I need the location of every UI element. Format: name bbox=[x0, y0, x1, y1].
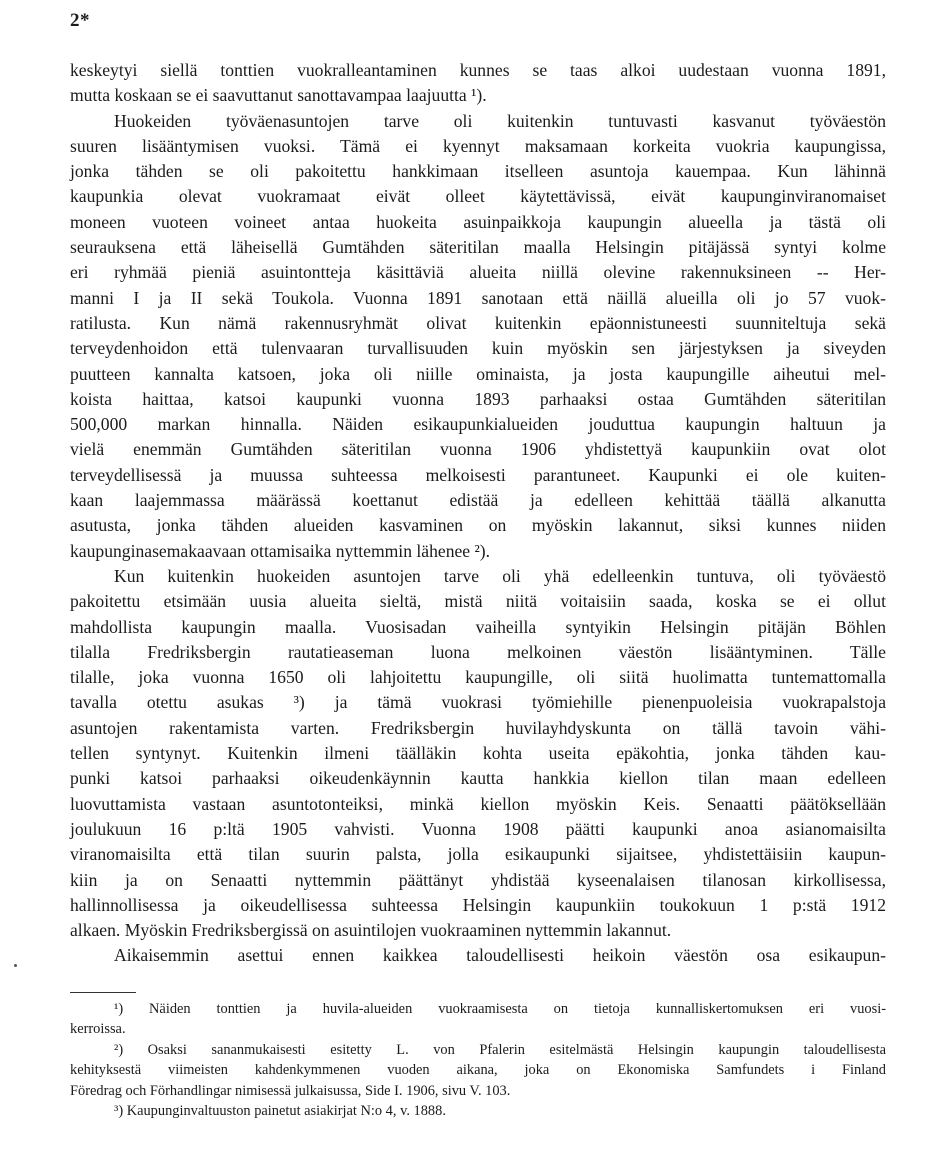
body-line: tilalle, joka vuonna 1650 oli lahjoitettu kaupungille, oli siitä huolimatta tuntemattomalla bbox=[70, 667, 886, 688]
footnote-line: ²) Osaksi sananmukaisesti esitetty L. von Pfalerin esitelmästä Helsingin kaupungin taloudellisesta bbox=[114, 1041, 886, 1058]
body-line: kaupunkia olevat vuokramaat eivät olleet käytettävissä, eivät kaupunginviranomaiset bbox=[70, 186, 886, 207]
footnote-divider bbox=[70, 992, 136, 993]
body-line: ratilusta. Kun nämä rakennusryhmät olivat kuitenkin epäonnistuneesti suunniteltuja sekä bbox=[70, 312, 886, 333]
body-line: Aikaisemmin asettui ennen kaikkea taloudellisesti heikoin väestön osa esikaupun- bbox=[114, 945, 886, 966]
page-number: 2* bbox=[70, 10, 90, 31]
body-line: jonka tähden se oli pakoitettu hankkimaan itselleen asuntoja kauempaa. Kun lähinnä bbox=[70, 161, 886, 182]
body-line: joulukuun 16 p:ltä 1905 vahvisti. Vuonna 1908 päätti kaupunki anoa asianomaisilta bbox=[70, 818, 886, 839]
body-line: alkaen. Myöskin Fredriksbergissä on asuintilojen vuokraaminen nyttemmin lakannut. bbox=[70, 920, 672, 941]
body-line: punki katsoi parhaaksi oikeudenkäynnin kautta hankkia kiellon tilan maan edelleen bbox=[70, 768, 886, 789]
body-line: puutteen kannalta katsoen, joka oli niille ominaista, ja josta kaupungille aiheutui mel- bbox=[70, 363, 886, 384]
body-line: moneen vuoteen voineet antaa huokeita asuinpaikkoja kaupungin alueella ja tästä oli bbox=[70, 211, 886, 232]
body-line: mutta koskaan se ei saavuttanut sanottavampaa laajuutta ¹). bbox=[70, 85, 487, 106]
body-line: seurauksena että läheisellä Gumtähden säteritilan maalla Helsingin pitäjässä syntyi kolme bbox=[70, 237, 886, 258]
body-line: manni I ja II sekä Toukola. Vuonna 1891 sanotaan että näillä alueilla oli jo 57 vuok- bbox=[70, 287, 886, 308]
body-line: terveydenhoidon että tulenvaaran turvallisuuden kuin myöskin sen järjestyksen ja siveyden bbox=[70, 338, 886, 359]
footnote-line: ³) Kaupunginvaltuuston painetut asiakirjat N:o 4, v. 1888. bbox=[114, 1103, 446, 1120]
body-line: kiin ja on Senaatti nyttemmin päättänyt yhdistää kyseenalaisen tilanosan kirkollisessa, bbox=[70, 869, 886, 890]
body-line: tavalla otettu asukas ³) ja tämä vuokrasi työmiehille pienenpuoleisia vuokrapalstoja bbox=[70, 692, 886, 713]
footnote-line: Föredrag och Förhandlingar nimisessä julkaisussa, Side I. 1906, sivu V. 103. bbox=[70, 1082, 511, 1099]
footnotes bbox=[70, 999, 886, 1121]
body-line: terveydellisessä ja muussa suhteessa melkoisesti parantuneet. Kaupunki ei ole kuiten- bbox=[70, 464, 886, 485]
body-line: Huokeiden työväenasuntojen tarve oli kuitenkin tuntuvasti kasvanut työväestön bbox=[114, 110, 886, 131]
footnote-line: kerroissa. bbox=[70, 1021, 126, 1038]
footnote-line: kehityksestä viimeisten kahdenkymmenen vuoden aikana, joka on Ekonomiska Samfundets i Finland bbox=[70, 1062, 886, 1079]
footnote-line: ¹) Näiden tonttien ja huvila-alueiden vuokraamisesta on tietoja kunnalliskertomuksen eri vuosi- bbox=[114, 1001, 886, 1017]
body-line: koista haittaa, katsoi kaupunki vuonna 1893 parhaaksi ostaa Gumtähden säteritilan bbox=[70, 388, 886, 409]
body-line: kaan laajemmassa määrässä koettanut edistää ja edelleen kehittää täällä alkanutta bbox=[70, 490, 886, 511]
body-line: 500,000 markan hinnalla. Näiden esikaupunkialueiden jouduttua kaupungin haltuun ja bbox=[70, 414, 886, 435]
body-line: tilalla Fredriksbergin rautatieaseman luona melkoinen väestön lisääntyminen. Tälle bbox=[70, 641, 886, 662]
body-line: vielä enemmän Gumtähden säteritilan vuonna 1906 yhdistettyä kaupunkiin ovat olot bbox=[70, 439, 886, 460]
body-line: hallinnollisessa ja oikeudellisessa suhteessa Helsingin kaupunkiin toukokuun 1 p:stä 1912 bbox=[70, 894, 886, 915]
body-line: kaupunginasemakaavaan ottamisaika nyttemmin lähenee ²). bbox=[70, 540, 491, 561]
body-text bbox=[70, 58, 886, 969]
body-line: viranomaisilta että tilan suurin palsta, jolla esikaupunki sijaitsee, yhdistettäisiin kaupun- bbox=[70, 844, 886, 865]
body-line: luovuttamista vastaan asuntotonteiksi, minkä kiellon myöskin Keis. Senaatti päätöksellään bbox=[70, 793, 886, 814]
body-line: Kun kuitenkin huokeiden asuntojen tarve oli yhä edelleenkin tuntuva, oli työväestö bbox=[114, 565, 886, 586]
body-line: keskeytyi siellä tonttien vuokralleantaminen kunnes se taas alkoi uudestaan vuonna 1891, bbox=[70, 60, 886, 80]
body-line: asuntojen rakentamista varten. Fredriksbergin huvilayhdyskunta on tällä tavoin vähi- bbox=[70, 717, 886, 738]
body-line: eri ryhmää pieniä asuintontteja käsittäviä alueita niillä olevine rakennuksineen -- Her- bbox=[70, 262, 886, 283]
body-line: mahdollista kaupungin maalla. Vuosisadan vaiheilla syntyikin Helsingin pitäjän Böhlen bbox=[70, 616, 886, 637]
body-line: suuren lisääntymisen vuoksi. Tämä ei kyennyt maksamaan korkeita vuokria kaupungissa, bbox=[70, 135, 886, 156]
body-line: pakoitettu etsimään uusia alueita sieltä, mistä niitä voitaisiin saada, koska se ei ollut bbox=[70, 591, 886, 612]
body-line: tellen syntynyt. Kuitenkin ilmeni täälläkin kohta useita epäkohtia, jonka tähden kau- bbox=[70, 743, 886, 764]
scan-speck bbox=[14, 964, 17, 967]
body-line: asutusta, jonka tähden alueiden kasvaminen on myöskin lakannut, siksi kunnes niiden bbox=[70, 515, 886, 536]
